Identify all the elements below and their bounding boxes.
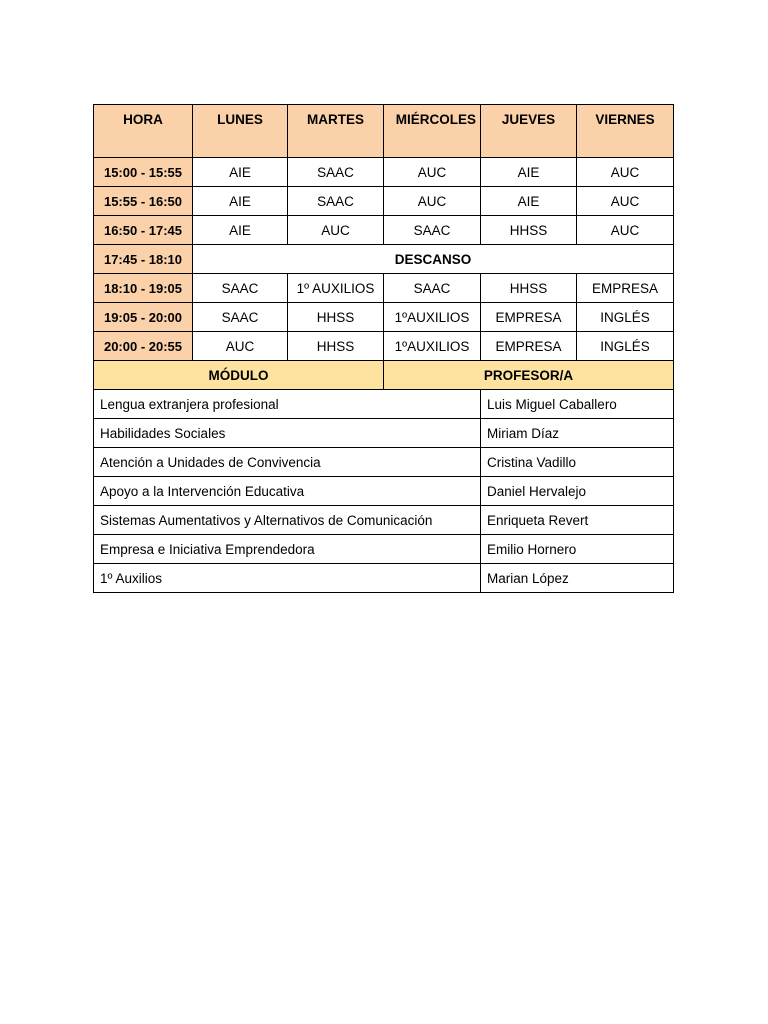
header-jueves: JUEVES: [481, 105, 577, 158]
teacher-name: Enriqueta Revert: [481, 506, 674, 535]
class-cell: SAAC: [193, 303, 288, 332]
module-row: [94, 535, 674, 564]
hour-cell: 20:00 - 20:55: [94, 332, 193, 361]
break-row: [94, 245, 674, 274]
class-cell: AUC: [384, 158, 481, 187]
module-row: [94, 419, 674, 448]
class-cell: SAAC: [288, 158, 384, 187]
break-cell: DESCANSO: [193, 245, 674, 274]
class-cell: 1ºAUXILIOS: [384, 303, 481, 332]
class-cell: AIE: [193, 158, 288, 187]
hour-cell: 16:50 - 17:45: [94, 216, 193, 245]
module-name: Apoyo a la Intervención Educativa: [94, 477, 481, 506]
hour-cell: 15:55 - 16:50: [94, 187, 193, 216]
hour-cell: 18:10 - 19:05: [94, 274, 193, 303]
module-name: Sistemas Aumentativos y Alternativos de Comunicación: [94, 506, 481, 535]
schedule-row: [94, 274, 674, 303]
class-cell: SAAC: [288, 187, 384, 216]
module-row: [94, 448, 674, 477]
class-cell: AUC: [288, 216, 384, 245]
teacher-column-header: PROFESOR/A: [384, 361, 674, 390]
teacher-name: Marian López: [481, 564, 674, 593]
header-martes: MARTES: [288, 105, 384, 158]
class-cell: AIE: [193, 187, 288, 216]
class-cell: AIE: [481, 187, 577, 216]
teacher-name: Daniel Hervalejo: [481, 477, 674, 506]
module-row: [94, 564, 674, 593]
class-cell: EMPRESA: [577, 274, 674, 303]
header-miercoles: MIÉRCOLES: [384, 105, 481, 158]
class-cell: SAAC: [384, 216, 481, 245]
header-hora: HORA: [94, 105, 193, 158]
modules-header-row: [94, 361, 674, 390]
class-cell: AUC: [193, 332, 288, 361]
hour-cell: 15:00 - 15:55: [94, 158, 193, 187]
class-cell: SAAC: [193, 274, 288, 303]
module-name: Habilidades Sociales: [94, 419, 481, 448]
class-cell: AUC: [577, 187, 674, 216]
teacher-name: Luis Miguel Caballero: [481, 390, 674, 419]
hour-cell: 17:45 - 18:10: [94, 245, 193, 274]
schedule-row: [94, 216, 674, 245]
schedule-row: [94, 303, 674, 332]
class-cell: HHSS: [288, 332, 384, 361]
teacher-name: Miriam Díaz: [481, 419, 674, 448]
schedule-row: [94, 187, 674, 216]
class-cell: 1ºAUXILIOS: [384, 332, 481, 361]
class-cell: 1º AUXILIOS: [288, 274, 384, 303]
schedule-table: [93, 104, 674, 593]
module-row: [94, 390, 674, 419]
class-cell: AIE: [481, 158, 577, 187]
class-cell: INGLÉS: [577, 332, 674, 361]
module-row: [94, 506, 674, 535]
header-lunes: LUNES: [193, 105, 288, 158]
module-row: [94, 477, 674, 506]
module-name: 1º Auxilios: [94, 564, 481, 593]
schedule-header-row: [94, 105, 674, 158]
schedule-row: [94, 332, 674, 361]
class-cell: SAAC: [384, 274, 481, 303]
module-name: Empresa e Iniciativa Emprendedora: [94, 535, 481, 564]
class-cell: AIE: [193, 216, 288, 245]
header-viernes: VIERNES: [577, 105, 674, 158]
class-cell: HHSS: [481, 274, 577, 303]
module-column-header: MÓDULO: [94, 361, 384, 390]
module-name: Lengua extranjera profesional: [94, 390, 481, 419]
schedule-row: [94, 158, 674, 187]
class-cell: HHSS: [288, 303, 384, 332]
teacher-name: Emilio Hornero: [481, 535, 674, 564]
class-cell: AUC: [384, 187, 481, 216]
hour-cell: 19:05 - 20:00: [94, 303, 193, 332]
teacher-name: Cristina Vadillo: [481, 448, 674, 477]
class-cell: HHSS: [481, 216, 577, 245]
class-cell: INGLÉS: [577, 303, 674, 332]
class-cell: EMPRESA: [481, 303, 577, 332]
class-cell: AUC: [577, 158, 674, 187]
module-name: Atención a Unidades de Convivencia: [94, 448, 481, 477]
class-cell: EMPRESA: [481, 332, 577, 361]
class-cell: AUC: [577, 216, 674, 245]
